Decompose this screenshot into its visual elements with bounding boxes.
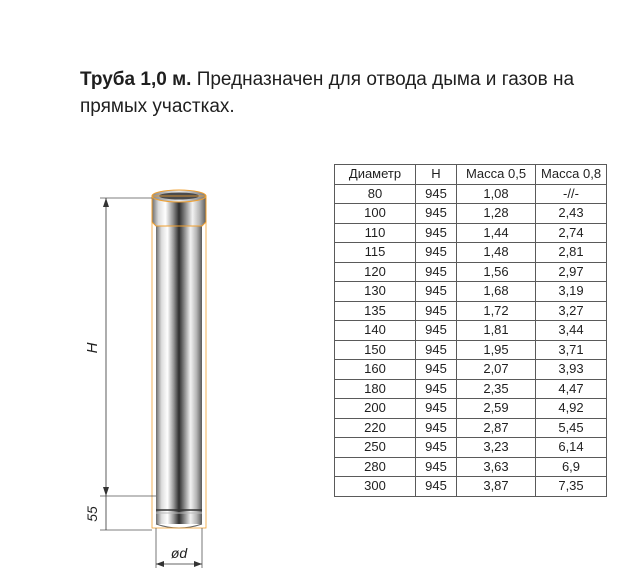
- table-row: [335, 223, 607, 243]
- table-cell: 1,28: [457, 204, 536, 224]
- product-title: Труба 1,0 м.: [80, 69, 192, 90]
- socket-length-label: 55: [84, 506, 100, 522]
- table-row: [335, 477, 607, 497]
- table-cell: 6,9: [536, 457, 607, 477]
- table-cell: 4,92: [536, 399, 607, 419]
- table-cell: 945: [416, 438, 457, 458]
- product-description-text: Предназначен для отвода дыма и газов на прямых участках.: [80, 69, 575, 117]
- table-cell: 1,68: [457, 282, 536, 302]
- table-row: [335, 379, 607, 399]
- table-cell: 3,71: [536, 340, 607, 360]
- table-cell: 945: [416, 243, 457, 263]
- table-row: [335, 340, 607, 360]
- table-cell: 3,93: [536, 360, 607, 380]
- table-cell: 2,59: [457, 399, 536, 419]
- table-cell: 120: [335, 262, 416, 282]
- pipe-body: [156, 206, 202, 524]
- table-cell: 945: [416, 379, 457, 399]
- table-row: [335, 360, 607, 380]
- table-cell: 945: [416, 360, 457, 380]
- table-cell: 945: [416, 418, 457, 438]
- table-cell: 1,81: [457, 321, 536, 341]
- table-cell: 2,07: [457, 360, 536, 380]
- table-row: [335, 243, 607, 263]
- table-cell: 945: [416, 262, 457, 282]
- table-row: [335, 399, 607, 419]
- table-body: [335, 184, 607, 496]
- table-cell: 3,63: [457, 457, 536, 477]
- d-arrow-right: [194, 561, 202, 567]
- specs-table: [334, 164, 607, 497]
- table-cell: 110: [335, 223, 416, 243]
- table-cell: 2,81: [536, 243, 607, 263]
- table-header-row: [335, 165, 607, 185]
- table-cell: 1,72: [457, 301, 536, 321]
- table-cell: -//-: [536, 184, 607, 204]
- table-cell: 2,35: [457, 379, 536, 399]
- header-mass-05: Масса 0,5: [457, 165, 536, 185]
- table-cell: 3,23: [457, 438, 536, 458]
- table-cell: 200: [335, 399, 416, 419]
- table-cell: 180: [335, 379, 416, 399]
- table-row: [335, 262, 607, 282]
- table-cell: 220: [335, 418, 416, 438]
- table-cell: 80: [335, 184, 416, 204]
- table-cell: 2,87: [457, 418, 536, 438]
- pipe-bottom-edge: [156, 524, 202, 528]
- diameter-label: ød: [170, 545, 188, 561]
- table-cell: 945: [416, 340, 457, 360]
- table-cell: 1,44: [457, 223, 536, 243]
- table-cell: 945: [416, 301, 457, 321]
- table-cell: 2,43: [536, 204, 607, 224]
- table-row: [335, 321, 607, 341]
- table-cell: 150: [335, 340, 416, 360]
- h-arrow-bottom: [103, 487, 109, 496]
- table-cell: 1,48: [457, 243, 536, 263]
- table-cell: 6,14: [536, 438, 607, 458]
- table-cell: 1,56: [457, 262, 536, 282]
- table-row: [335, 282, 607, 302]
- header-h: H: [416, 165, 457, 185]
- d-arrow-left: [156, 561, 164, 567]
- table-cell: 3,87: [457, 477, 536, 497]
- table-cell: 160: [335, 360, 416, 380]
- table-cell: 945: [416, 204, 457, 224]
- table-row: [335, 457, 607, 477]
- table-cell: 4,47: [536, 379, 607, 399]
- h-arrow-top: [103, 198, 109, 207]
- height-label: H: [84, 342, 101, 354]
- table-row: [335, 418, 607, 438]
- product-description: [80, 66, 625, 120]
- table-row: [335, 204, 607, 224]
- table-cell: 100: [335, 204, 416, 224]
- table-cell: 945: [416, 399, 457, 419]
- table-cell: 130: [335, 282, 416, 302]
- header-diameter: Диаметр: [335, 165, 416, 185]
- table-cell: 140: [335, 321, 416, 341]
- table-cell: 945: [416, 282, 457, 302]
- table-cell: 3,44: [536, 321, 607, 341]
- table-row: [335, 301, 607, 321]
- table-cell: 115: [335, 243, 416, 263]
- table-cell: 2,97: [536, 262, 607, 282]
- table-cell: 300: [335, 477, 416, 497]
- pipe-drawing: [72, 180, 222, 580]
- table-row: [335, 438, 607, 458]
- table-cell: 1,08: [457, 184, 536, 204]
- table-cell: 945: [416, 477, 457, 497]
- table-cell: 280: [335, 457, 416, 477]
- table-cell: 3,27: [536, 301, 607, 321]
- table-cell: 7,35: [536, 477, 607, 497]
- table-cell: 945: [416, 184, 457, 204]
- table-cell: 2,74: [536, 223, 607, 243]
- table-cell: 135: [335, 301, 416, 321]
- table-cell: 5,45: [536, 418, 607, 438]
- table-cell: 945: [416, 457, 457, 477]
- table-cell: 945: [416, 223, 457, 243]
- table-cell: 1,95: [457, 340, 536, 360]
- table-cell: 945: [416, 321, 457, 341]
- table-row: [335, 184, 607, 204]
- table-cell: 250: [335, 438, 416, 458]
- table-cell: 3,19: [536, 282, 607, 302]
- header-mass-08: Масса 0,8: [536, 165, 607, 185]
